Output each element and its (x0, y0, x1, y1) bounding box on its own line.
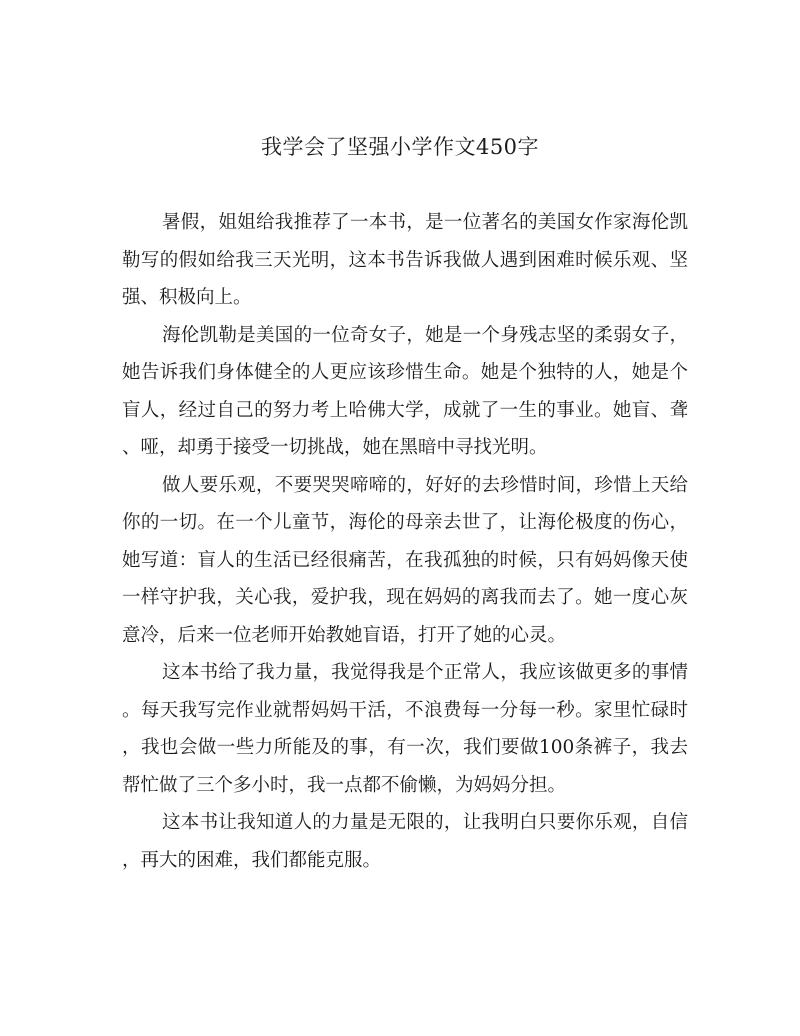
paragraph (122, 204, 688, 317)
text-line: 暑假，姐姐给我推荐了一本书，是一位著名的美国女作家海伦凯 (162, 212, 688, 233)
text-line: 你的一切。在一个儿童节，海伦的母亲去世了，让海伦极度的伤心， (122, 512, 688, 533)
text-line: 这本书给了我力量，我觉得我是个正常人，我应该做更多的事情 (162, 662, 688, 683)
text-line: ，再大的困难，我们都能克服。 (122, 849, 382, 871)
text-line: 一样守护我，关心我，爱护我，现在妈妈的离我而去了。她一度心灰 (122, 587, 688, 608)
text-line: 做人要乐观，不要哭哭啼啼的，好好的去珍惜时间，珍惜上天给 (162, 474, 688, 496)
document-title: 我学会了坚强小学作文450字 (260, 135, 540, 159)
text-line: 这本书让我知道人的力量是无限的，让我明白只要你乐观，自信 (162, 812, 688, 833)
paragraph (122, 804, 688, 879)
text-line: 帮忙做了三个多小时，我一点都不偷懒，为妈妈分担。 (122, 774, 567, 796)
text-line: 强、积极向上。 (122, 287, 252, 308)
paragraph (122, 467, 688, 655)
text-line: 意冷，后来一位老师开始教她盲语，打开了她的心灵。 (122, 624, 567, 646)
text-line: 盲人，经过自己的努力考上哈佛大学，成就了一生的事业。她盲、聋 (122, 399, 688, 421)
text-line: 她写道：盲人的生活已经很痛苦，在我孤独的时候，只有妈妈像天使 (122, 549, 688, 571)
text-line: 。每天我写完作业就帮妈妈干活，不浪费每一分每一秒。家里忙碌时 (122, 699, 688, 721)
paragraph (122, 654, 688, 804)
text-line: 、哑，却勇于接受一切挑战，她在黑暗中寻找光明。 (122, 437, 548, 458)
text-line: 海伦凯勒是美国的一位奇女子，她是一个身残志坚的柔弱女子， (162, 324, 688, 346)
text-line: 她告诉我们身体健全的人更应该珍惜生命。她是个独特的人，她是个 (122, 362, 688, 383)
document-body (122, 204, 688, 879)
paragraph (122, 317, 688, 467)
text-line: 勒写的假如给我三天光明，这本书告诉我做人遇到困难时候乐观、坚 (122, 249, 688, 271)
text-line: ，我也会做一些力所能及的事，有一次，我们要做100条裤子，我去 (122, 737, 688, 758)
